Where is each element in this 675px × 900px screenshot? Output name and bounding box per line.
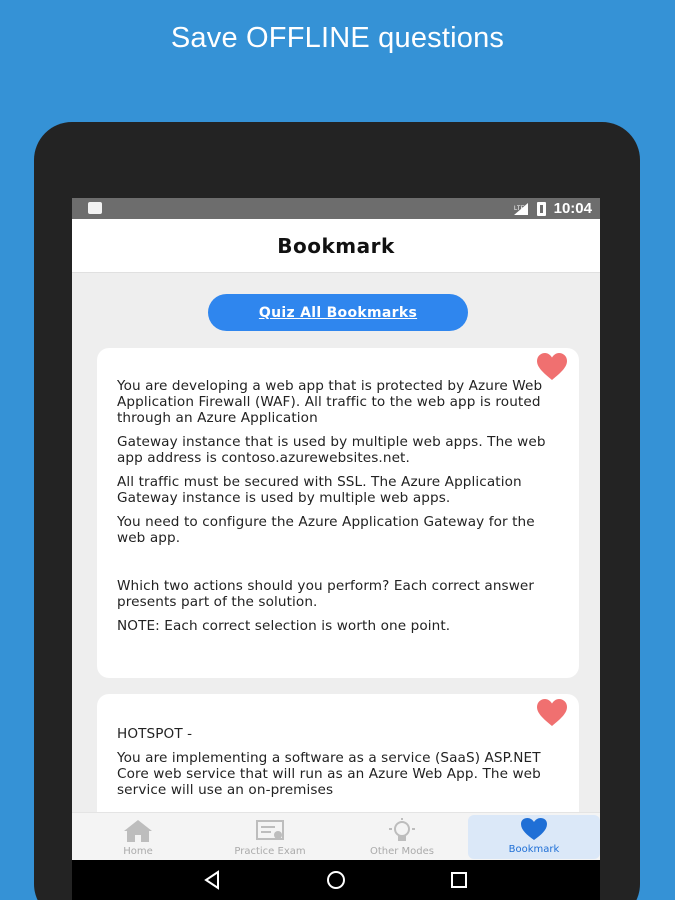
battery-icon — [537, 202, 546, 216]
question-text: You are developing a web app that is protected by Azure Web Application Firewall (WAF). All traffic to the web app is routed through an Azure Application — [117, 378, 543, 426]
page-title: Bookmark — [277, 233, 395, 258]
nav-label: Home — [123, 846, 153, 857]
nav-item-other-modes[interactable] — [336, 813, 468, 861]
home-icon — [121, 818, 155, 844]
status-bar — [72, 198, 600, 219]
question-text: You need to configure the Azure Application Gateway for the web app. — [117, 514, 535, 546]
svg-text:LTE: LTE — [513, 205, 525, 212]
question-text: All traffic must be secured with SSL. The Azure Application Gateway instance is used by multiple web apps. — [117, 474, 522, 506]
lightbulb-icon — [385, 818, 419, 844]
status-time: 10:04 — [553, 200, 592, 217]
heart-icon[interactable] — [535, 698, 569, 728]
signal-icon — [513, 202, 529, 216]
question-text: You are implementing a software as a service (SaaS) ASP.NET Core web service that will run as an Azure Web App. The web service will use an on-premises — [117, 750, 541, 798]
back-icon[interactable] — [202, 869, 224, 891]
heart-icon[interactable] — [535, 352, 569, 382]
certificate-icon — [253, 818, 287, 844]
app-header — [72, 219, 600, 273]
heart-icon — [517, 816, 551, 842]
recents-icon[interactable] — [448, 869, 470, 891]
nav-label: Other Modes — [369, 846, 435, 857]
question-text: HOTSPOT - — [117, 726, 193, 742]
nav-item-bookmark[interactable] — [468, 815, 600, 859]
bookmark-card[interactable] — [97, 348, 579, 678]
notification-icon — [88, 202, 102, 214]
app-screen — [72, 198, 600, 900]
question-text: NOTE: Each correct selection is worth one point. — [117, 618, 451, 634]
nav-label: Bookmark — [508, 844, 560, 855]
home-circle-icon[interactable] — [325, 869, 347, 891]
promo-title: Save OFFLINE questions — [170, 22, 505, 54]
question-text: Which two actions should you perform? Each correct answer presents part of the solution. — [117, 578, 535, 610]
nav-label: Practice Exam — [234, 846, 306, 857]
nav-item-practice-exam[interactable] — [204, 813, 336, 861]
bottom-navigation — [72, 812, 600, 860]
system-navigation-bar — [72, 860, 600, 900]
nav-item-home[interactable] — [72, 813, 204, 861]
question-text: Gateway instance that is used by multiple web apps. The web app address is contoso.azurewebsites.net. — [117, 434, 546, 466]
quiz-all-bookmarks-button[interactable]: Quiz All Bookmarks — [208, 294, 468, 331]
